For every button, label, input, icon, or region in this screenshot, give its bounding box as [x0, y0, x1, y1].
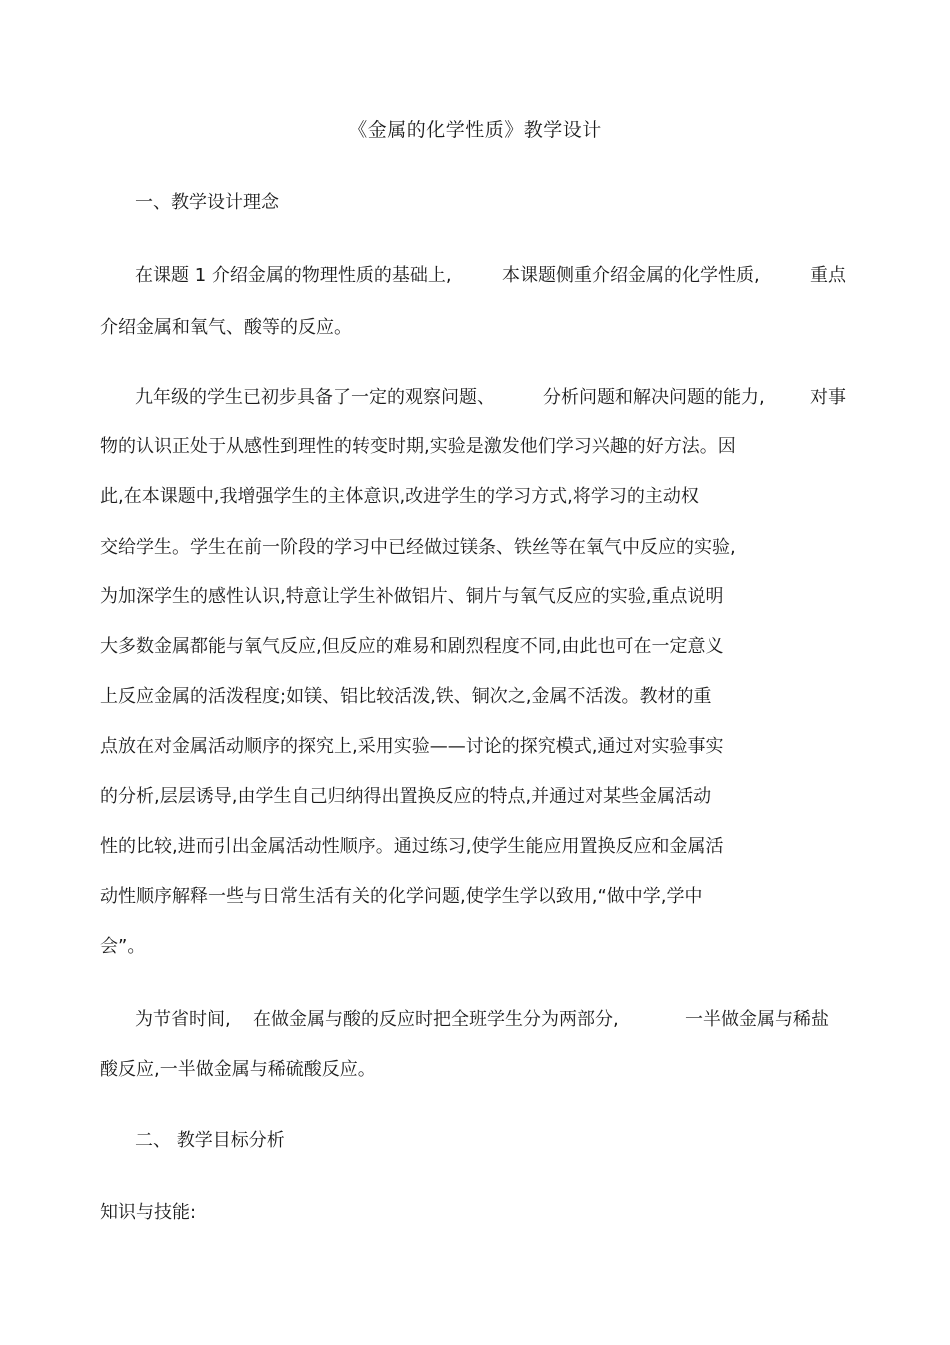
- subheading-knowledge-skills: 知识与技能:: [100, 1202, 197, 1223]
- paragraph-2-line-7: 上反应金属的活泼程度;如镁、铝比较活泼,铁、铜次之,金属不活泼。教材的重: [100, 686, 712, 707]
- paragraph-2-line-5: 为加深学生的感性认识,特意让学生补做铝片、铜片与氧气反应的实验,重点说明: [100, 586, 724, 607]
- paragraph-3-line-1-part-2: 在做金属与酸的反应时把全班学生分为两部分,: [253, 1009, 619, 1030]
- paragraph-1-line-1-part-3: 重点: [810, 265, 846, 286]
- paragraph-2-line-1-part-1: 九年级的学生已初步具备了一定的观察问题、: [135, 387, 495, 408]
- paragraph-2-line-1: [135, 385, 850, 411]
- paragraph-2-line-2: 物的认识正处于从感性到理性的转变时期,实验是激发他们学习兴趣的好方法。因: [100, 436, 736, 457]
- paragraph-2-line-12: 会”。: [100, 936, 146, 957]
- paragraph-3-line-1-part-1: 为节省时间,: [135, 1009, 231, 1030]
- paragraph-2-line-6: 大多数金属都能与氧气反应,但反应的难易和剧烈程度不同,由此也可在一定意义: [100, 636, 724, 657]
- paragraph-2-line-1-part-2: 分析问题和解决问题的能力,: [543, 387, 765, 408]
- paragraph-3-line-2: 酸反应,一半做金属与稀硫酸反应。: [100, 1059, 376, 1080]
- paragraph-2-line-1-part-3: 对事: [810, 387, 846, 408]
- paragraph-3-line-1: [135, 1007, 840, 1033]
- paragraph-2-line-3: 此,在本课题中,我增强学生的主体意识,改进学生的学习方式,将学习的主动权: [100, 486, 699, 507]
- paragraph-1-line-1-part-1: 在课题 1 介绍金属的物理性质的基础上,: [135, 265, 452, 286]
- paragraph-2-line-11: 动性顺序解释一些与日常生活有关的化学问题,使学生学以致用,“做中学,学中: [100, 886, 703, 907]
- section-heading-teaching-objectives: 二、 教学目标分析: [135, 1130, 285, 1151]
- paragraph-1-line-1: [135, 263, 850, 289]
- paragraph-2-line-9: 的分析,层层诱导,由学生自己归纳得出置换反应的特点,并通过对某些金属活动: [100, 786, 712, 807]
- paragraph-2-line-10: 性的比较,进而引出金属活动性顺序。通过练习,使学生能应用置换反应和金属活: [100, 836, 724, 857]
- section-heading-design-concept: 一、教学设计理念: [135, 192, 279, 213]
- paragraph-1-line-1-part-2: 本课题侧重介绍金属的化学性质,: [502, 265, 760, 286]
- paragraph-1-line-2: 介绍金属和氧气、酸等的反应。: [100, 317, 352, 338]
- paragraph-2-line-4: 交给学生。学生在前一阶段的学习中已经做过镁条、铁丝等在氧气中反应的实验,: [100, 537, 736, 558]
- paragraph-3-line-1-part-3: 一半做金属与稀盐: [685, 1009, 829, 1030]
- document-title: 《金属的化学性质》教学设计: [348, 119, 602, 141]
- paragraph-2-line-8: 点放在对金属活动顺序的探究上,采用实验——讨论的探究模式,通过对实验事实: [100, 736, 724, 757]
